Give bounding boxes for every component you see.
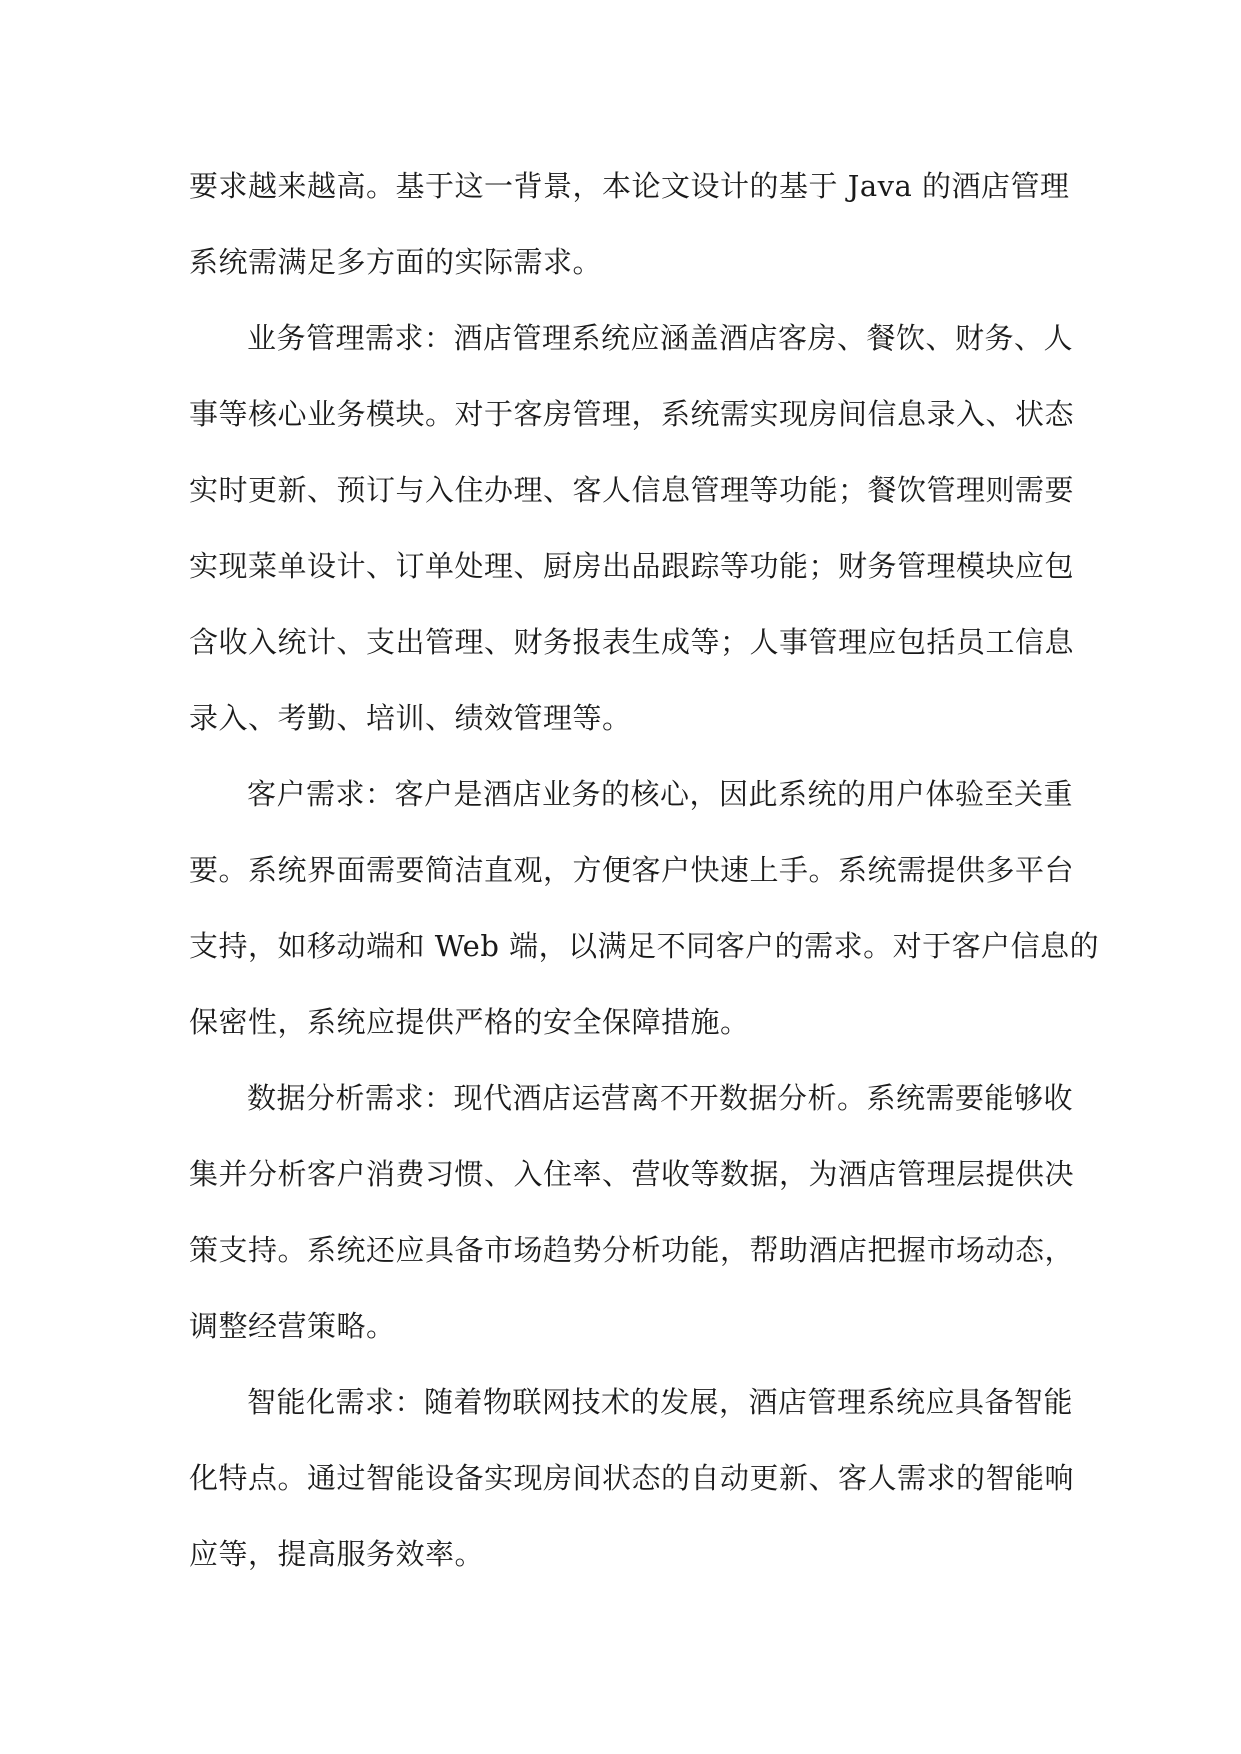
paragraph-line: 策支持。系统还应具备市场趋势分析功能，帮助酒店把握市场动态， [189, 1233, 1075, 1267]
paragraph-line: 集并分析客户消费习惯、入住率、营收等数据，为酒店管理层提供决 [189, 1157, 1075, 1191]
paragraph-line: 客户需求：客户是酒店业务的核心，因此系统的用户体验至关重 [247, 777, 1074, 811]
paragraph-line: 智能化需求：随着物联网技术的发展，酒店管理系统应具备智能 [247, 1385, 1074, 1419]
paragraph-line: 数据分析需求：现代酒店运营离不开数据分析。系统需要能够收 [247, 1081, 1074, 1115]
paragraph-line: 保密性，系统应提供严格的安全保障措施。 [189, 1005, 750, 1039]
paragraph-line: 事等核心业务模块。对于客房管理，系统需实现房间信息录入、状态 [189, 397, 1075, 431]
paragraph-line: 系统需满足多方面的实际需求。 [189, 245, 603, 279]
paragraph-line: 含收入统计、支出管理、财务报表生成等；人事管理应包括员工信息 [189, 625, 1075, 659]
paragraph-line: 应等，提高服务效率。 [189, 1537, 485, 1571]
paragraph-line: 业务管理需求：酒店管理系统应涵盖酒店客房、餐饮、财务、人 [247, 321, 1074, 355]
paragraph-line: 支持，如移动端和 Web 端，以满足不同客户的需求。对于客户信息的 [189, 929, 1100, 963]
paragraph-line: 实时更新、预订与入住办理、客人信息管理等功能；餐饮管理则需要 [189, 473, 1075, 507]
paragraph-line: 化特点。通过智能设备实现房间状态的自动更新、客人需求的智能响 [189, 1461, 1075, 1495]
paragraph-line: 调整经营策略。 [189, 1309, 396, 1343]
paragraph-line: 录入、考勤、培训、绩效管理等。 [189, 701, 632, 735]
document-body [189, 148, 1100, 1592]
paragraph-line: 要求越来越高。基于这一背景，本论文设计的基于 Java 的酒店管理 [189, 169, 1070, 203]
paragraph-line: 要。系统界面需要简洁直观，方便客户快速上手。系统需提供多平台 [189, 853, 1075, 887]
paragraph-line: 实现菜单设计、订单处理、厨房出品跟踪等功能；财务管理模块应包 [189, 549, 1075, 583]
